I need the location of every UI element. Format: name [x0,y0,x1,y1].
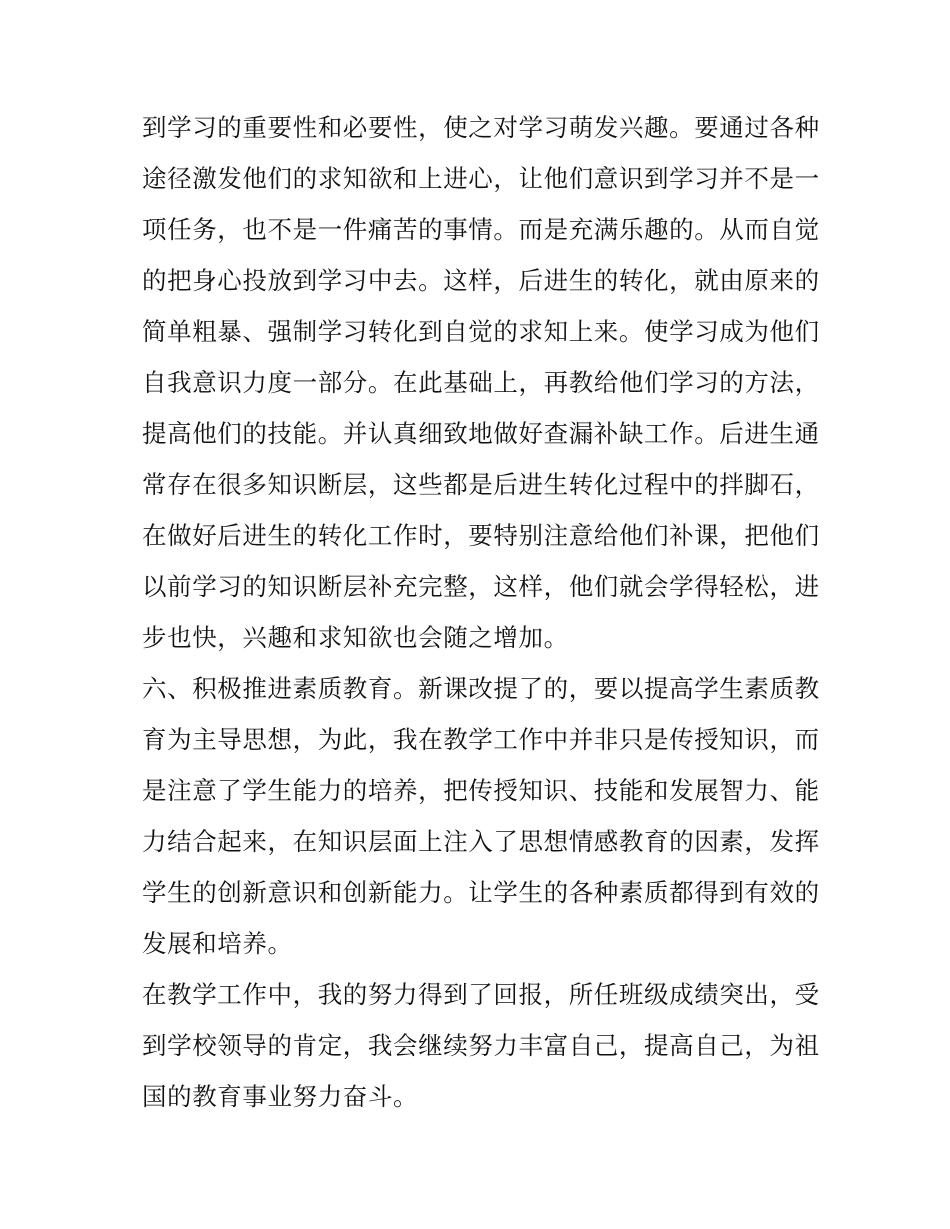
text-line: 途径激发他们的求知欲和上进心，让他们意识到学习并不是一 [142,164,820,193]
text-line: 在做好后进生的转化工作时，要特别注意给他们补课，把他们 [142,521,820,550]
text-line: 是注意了学生能力的培养，把传授知识、技能和发展智力、能 [142,776,820,805]
text-line: 提高他们的技能。并认真细致地做好查漏补缺工作。后进生通 [142,419,820,448]
document-body [142,102,832,1122]
text-line: 的把身心投放到学习中去。这样，后进生的转化，就由原来的 [142,266,820,295]
text-line: 简单粗暴、强制学习转化到自觉的求知上来。使学习成为他们 [142,317,820,346]
text-line: 在教学工作中，我的努力得到了回报，所任班级成绩突出，受 [142,980,820,1009]
text-line: 以前学习的知识断层补充完整，这样，他们就会学得轻松，进 [142,572,820,601]
text-line: 常存在很多知识断层，这些都是后进生转化过程中的拌脚石， [142,470,820,499]
text-line: 到学校领导的肯定，我会继续努力丰富自己，提高自己，为祖 [142,1031,820,1060]
text-line: 发展和培养。 [142,929,293,958]
text-line: 国的教育事业努力奋斗。 [142,1082,419,1111]
text-line: 项任务，也不是一件痛苦的事情。而是充满乐趣的。从而自觉 [142,215,820,244]
text-line: 力结合起来，在知识层面上注入了思想情感教育的因素，发挥 [142,827,820,856]
text-line: 育为主导思想，为此，我在教学工作中并非只是传授知识，而 [142,725,820,754]
text-line: 六、积极推进素质教育。新课改提了的，要以提高学生素质教 [142,674,820,703]
text-line: 步也快，兴趣和求知欲也会随之增加。 [142,623,569,652]
text-line: 学生的创新意识和创新能力。让学生的各种素质都得到有效的 [142,878,820,907]
text-line: 到学习的重要性和必要性，使之对学习萌发兴趣。要通过各种 [142,113,820,142]
text-line: 自我意识力度一部分。在此基础上，再教给他们学习的方法， [142,368,820,397]
